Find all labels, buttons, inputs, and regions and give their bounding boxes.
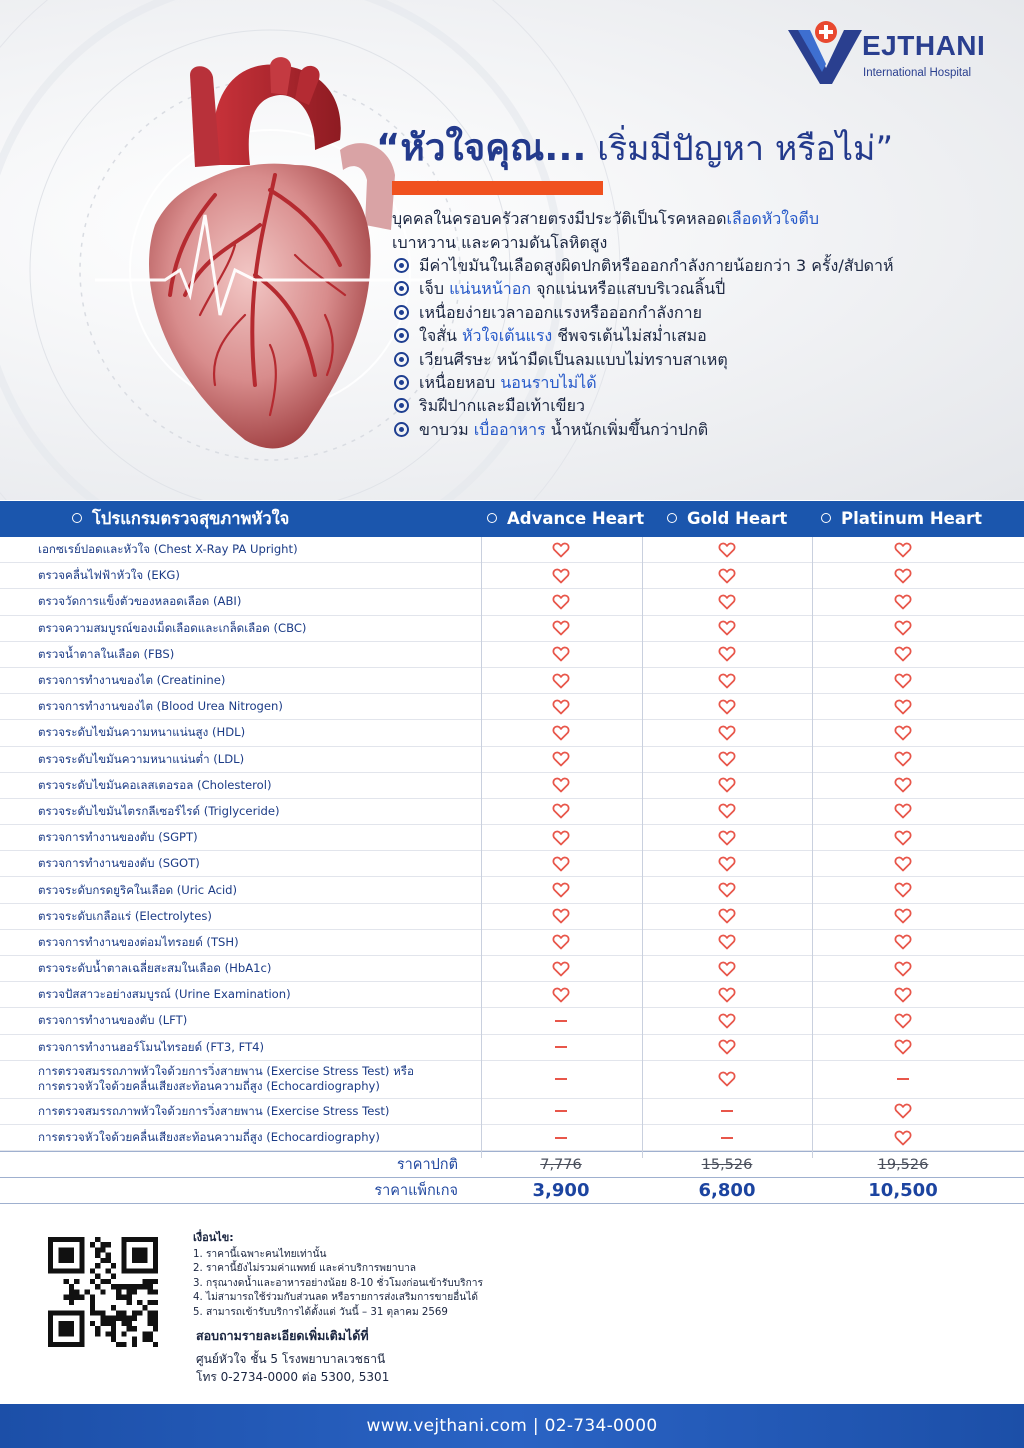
bullet-icon <box>394 305 409 320</box>
package-price-advance: 3,900 <box>532 1180 590 1202</box>
heart-icon <box>813 642 993 667</box>
heart-icon <box>813 1008 993 1033</box>
table-row <box>0 1008 1024 1034</box>
dash-icon <box>642 1125 812 1150</box>
heart-icon <box>481 616 641 641</box>
heart-icon <box>642 642 812 667</box>
heart-icon <box>481 982 641 1007</box>
symptom-item: เหนื่อยง่ายเวลาออกแรงหรือออกกำลังกาย <box>394 301 1014 324</box>
heart-icon <box>642 668 812 693</box>
bullet-icon <box>394 328 409 343</box>
heart-icon <box>642 616 812 641</box>
package-price-platinum: 10,500 <box>868 1180 938 1202</box>
heart-icon <box>642 563 812 588</box>
test-name: ตรวจการทำงานของตับ (SGPT) <box>38 830 198 845</box>
test-name: ตรวจการทำงานของไต (Creatinine) <box>38 673 226 688</box>
footer-bar <box>0 1404 1024 1448</box>
heart-icon <box>481 930 641 955</box>
bullet-icon <box>394 352 409 367</box>
intro-line1: บุคคลในครอบครัวสายตรงมีประวัติเป็นโรคหลอด <box>392 209 727 228</box>
heart-icon <box>642 904 812 929</box>
headline-rest: เริ่มมีปัญหา หรือไม่” <box>586 129 894 169</box>
accent-bar <box>392 181 603 195</box>
table-row <box>0 904 1024 930</box>
heart-icon <box>813 982 993 1007</box>
condition-item: 3. กรุณางดน้ำและอาหารอย่างน้อย 8-10 ชั่วโมงก่อนเข้ารับบริการ <box>193 1277 483 1289</box>
circle-icon <box>72 513 82 523</box>
heart-icon <box>642 982 812 1007</box>
column-divider <box>812 537 813 1158</box>
dash-icon <box>481 1099 641 1124</box>
heart-icon <box>813 747 993 772</box>
heart-icon <box>481 773 641 798</box>
symptom-list <box>394 254 1014 441</box>
normal-price-label: ราคาปกติ <box>396 1157 458 1174</box>
circle-icon <box>667 513 677 523</box>
table-row <box>0 956 1024 982</box>
symptom-item: เหนื่อยหอบ นอนราบไม่ได้ <box>394 371 1014 394</box>
test-name: ตรวจน้ำตาลในเลือด (FBS) <box>38 646 175 661</box>
heart-icon <box>481 589 641 614</box>
heart-icon <box>813 904 993 929</box>
table-row <box>0 668 1024 694</box>
bullet-icon <box>394 281 409 296</box>
test-name: ตรวจวัดการแข็งตัวของหลอดเลือด (ABI) <box>38 594 242 609</box>
test-name: ตรวจคลื่นไฟฟ้าหัวใจ (EKG) <box>38 568 180 583</box>
bullet-icon <box>394 258 409 273</box>
table-row <box>0 825 1024 851</box>
heart-icon <box>813 956 993 981</box>
conditions-title: เงื่อนไข: <box>193 1231 234 1244</box>
hero-section <box>0 0 1024 500</box>
heart-icon <box>642 956 812 981</box>
heart-icon <box>481 720 641 745</box>
table-row <box>0 694 1024 720</box>
heart-icon <box>642 1035 812 1060</box>
symptom-item: มีค่าไขมันในเลือดสูงผิดปกติหรือออกกำลังกายน้อยกว่า 3 ครั้ง/สัปดาห์ <box>394 254 1014 277</box>
heart-icon <box>481 563 641 588</box>
heart-icon <box>813 589 993 614</box>
test-name: ตรวจระดับไขมันความหนาแน่นต่ำ (LDL) <box>38 751 245 766</box>
test-name: ตรวจความสมบูรณ์ของเม็ดเลือดและเกล็ดเลือด (CBC) <box>38 620 307 635</box>
symptom-item: ใจสั่น หัวใจเต้นแรง ชีพจรเต้นไม่สม่ำเสมอ <box>394 324 1014 347</box>
conditions-list <box>193 1248 613 1320</box>
test-name: เอกซเรย์ปอดและหัวใจ (Chest X-Ray PA Upright) <box>38 542 298 557</box>
heart-icon <box>813 825 993 850</box>
table-row <box>0 930 1024 956</box>
logo-v-mark <box>786 18 866 88</box>
symptom-item: ริมฝีปากและมือเท้าเขียว <box>394 394 1014 417</box>
table-header <box>0 501 1024 537</box>
heart-icon <box>481 825 641 850</box>
header-platinum-heart: Platinum Heart <box>821 501 982 537</box>
test-name: ตรวจระดับเกลือแร่ (Electrolytes) <box>38 908 212 923</box>
test-name: ตรวจระดับไขมันคอเลสเตอรอล (Cholesterol) <box>38 777 272 792</box>
contact-info <box>196 1326 616 1386</box>
intro-text <box>392 207 992 255</box>
normal-price-platinum: 19,526 <box>877 1156 929 1173</box>
heart-icon <box>481 747 641 772</box>
test-name: การตรวจหัวใจด้วยคลื่นเสียงสะท้อนความถี่สูง (Echocardiography) <box>38 1130 380 1145</box>
test-name: ตรวจระดับน้ำตาลเฉลี่ยสะสมในเลือด (HbA1c) <box>38 961 272 976</box>
heart-icon <box>813 668 993 693</box>
table-row <box>0 720 1024 746</box>
normal-price-advance: 7,776 <box>540 1156 582 1173</box>
heart-icon <box>481 904 641 929</box>
heart-icon <box>813 1099 993 1124</box>
heart-icon <box>481 642 641 667</box>
contact-title: สอบถามรายละเอียดเพิ่มเติมได้ที่ <box>196 1328 369 1343</box>
package-price-gold: 6,800 <box>698 1180 756 1202</box>
bullet-icon <box>394 398 409 413</box>
circle-icon <box>821 513 831 523</box>
heart-icon <box>481 877 641 902</box>
heart-icon <box>813 1125 993 1150</box>
dash-icon <box>481 1035 641 1060</box>
table-row <box>0 1035 1024 1061</box>
headline <box>376 118 1016 180</box>
column-divider <box>642 537 643 1158</box>
heart-icon <box>642 877 812 902</box>
heart-icon <box>813 877 993 902</box>
dash-icon <box>481 1125 641 1150</box>
heart-icon <box>813 930 993 955</box>
test-name: ตรวจระดับไขมันความหนาแน่นสูง (HDL) <box>38 725 246 740</box>
bullet-icon <box>394 422 409 437</box>
intro-line2: เบาหวาน และความดันโลหิตสูง <box>392 233 608 252</box>
heart-icon <box>813 1035 993 1060</box>
header-advance-heart: Advance Heart <box>487 501 644 537</box>
table-row <box>0 773 1024 799</box>
symptom-item: เวียนศีรษะ หน้ามืดเป็นลมแบบไม่ทราบสาเหตุ <box>394 348 1014 371</box>
heart-icon <box>813 799 993 824</box>
heart-icon <box>813 537 993 562</box>
normal-price-row <box>0 1151 1024 1177</box>
normal-price-gold: 15,526 <box>701 1156 753 1173</box>
test-name: ตรวจปัสสาวะอย่างสมบูรณ์ (Urine Examination) <box>38 987 291 1002</box>
heart-icon <box>642 1061 812 1098</box>
table-row <box>0 982 1024 1008</box>
dash-icon <box>481 1008 641 1033</box>
test-name: ตรวจการทำงานของตับ (LFT) <box>38 1013 188 1028</box>
heart-icon <box>642 1008 812 1033</box>
test-name: ตรวจการทำงานฮอร์โมนไทรอยด์ (FT3, FT4) <box>38 1039 265 1054</box>
heart-icon <box>642 747 812 772</box>
heart-icon <box>642 537 812 562</box>
dash-icon <box>481 1061 641 1098</box>
heart-icon <box>813 616 993 641</box>
column-divider <box>481 537 482 1158</box>
header-gold-heart: Gold Heart <box>667 501 787 537</box>
heart-icon <box>481 668 641 693</box>
contact-phone[interactable]: โทร 0-2734-0000 ต่อ 5300, 5301 <box>196 1370 390 1384</box>
contact-location: ศูนย์หัวใจ ชั้น 5 โรงพยาบาลเวชธานี <box>196 1352 386 1366</box>
dash-icon <box>813 1061 993 1098</box>
table-row <box>0 851 1024 877</box>
heart-icon <box>642 930 812 955</box>
table-row <box>0 747 1024 773</box>
heart-icon <box>813 694 993 719</box>
logo-name: EJTHANI <box>862 30 986 61</box>
heart-icon <box>642 851 812 876</box>
test-name: ตรวจการทำงานของตับ (SGOT) <box>38 856 200 871</box>
table-row <box>0 616 1024 642</box>
table-row <box>0 1061 1024 1099</box>
heart-icon <box>642 720 812 745</box>
heart-icon <box>481 851 641 876</box>
bullet-icon <box>394 375 409 390</box>
qr-code-icon[interactable] <box>48 1237 158 1347</box>
table-row <box>0 1099 1024 1125</box>
heart-icon <box>642 694 812 719</box>
table-row <box>0 642 1024 668</box>
heart-icon <box>642 799 812 824</box>
heart-icon <box>813 851 993 876</box>
checkup-table <box>0 501 1024 1204</box>
heart-icon <box>642 825 812 850</box>
headline-bold: “หัวใจคุณ... <box>376 126 587 169</box>
test-name: ตรวจการทำงานของต่อมไทรอยด์ (TSH) <box>38 934 239 949</box>
header-program: โปรแกรมตรวจสุขภาพหัวใจ <box>72 501 289 537</box>
condition-item: 5. สามารถเข้ารับบริการได้ตั้งแต่ วันนี้ – 31 ตุลาคม 2569 <box>193 1306 448 1318</box>
test-name: ตรวจระดับกรดยูริคในเลือด (Uric Acid) <box>38 882 238 897</box>
table-row <box>0 1125 1024 1151</box>
table-row <box>0 877 1024 903</box>
intro-highlight: เลือดหัวใจตีบ <box>726 209 819 228</box>
table-row <box>0 799 1024 825</box>
test-name: ตรวจระดับไขมันไตรกลีเซอร์ไรด์ (Triglyceride) <box>38 803 280 818</box>
heart-icon <box>813 720 993 745</box>
package-price-label: ราคาแพ็กเกจ <box>374 1183 458 1200</box>
test-name: การตรวจสมรรถภาพหัวใจด้วยการวิ่งสายพาน (Exercise Stress Test) หรือ การตรวจหัวใจด้วยคลื่นเสียงสะท้อนความถี่สูง (Echocardiography) <box>38 1064 414 1094</box>
condition-item: 4. ไม่สามารถใช้ร่วมกับส่วนลด หรือรายการส่งเสริมการขายอื่นได้ <box>193 1292 478 1304</box>
heart-icon <box>813 563 993 588</box>
table-body <box>0 537 1024 1151</box>
package-price-row <box>0 1177 1024 1204</box>
test-name: ตรวจการทำงานของไต (Blood Urea Nitrogen) <box>38 699 283 714</box>
vejthani-logo[interactable] <box>786 18 1001 88</box>
logo-subtitle: International Hospital <box>863 67 972 79</box>
condition-item: 2. ราคานี้ยังไม่รวมค่าแพทย์ และค่าบริการพยาบาล <box>193 1263 417 1275</box>
heart-icon <box>481 694 641 719</box>
condition-item: 1. ราคานี้เฉพาะคนไทยเท่านั้น <box>193 1249 327 1260</box>
footer-website-phone[interactable]: www.vejthani.com | 02-734-0000 <box>366 1416 658 1436</box>
anatomical-heart-image <box>95 55 435 455</box>
heart-icon <box>642 589 812 614</box>
heart-icon <box>481 956 641 981</box>
table-row <box>0 563 1024 589</box>
heart-icon <box>481 537 641 562</box>
heart-icon <box>813 773 993 798</box>
table-row <box>0 537 1024 563</box>
test-name: การตรวจสมรรถภาพหัวใจด้วยการวิ่งสายพาน (Exercise Stress Test) <box>38 1103 390 1118</box>
table-row <box>0 589 1024 615</box>
symptom-item: ขาบวม เบื่ออาหาร น้ำหนักเพิ่มขึ้นกว่าปกติ <box>394 418 1014 441</box>
symptom-item: เจ็บ แน่นหน้าอก จุกแน่นหรือแสบบริเวณลิ้นปี่ <box>394 277 1014 300</box>
circle-icon <box>487 513 497 523</box>
dash-icon <box>642 1099 812 1124</box>
heart-icon <box>642 773 812 798</box>
heart-icon <box>481 799 641 824</box>
conditions <box>193 1228 613 1320</box>
